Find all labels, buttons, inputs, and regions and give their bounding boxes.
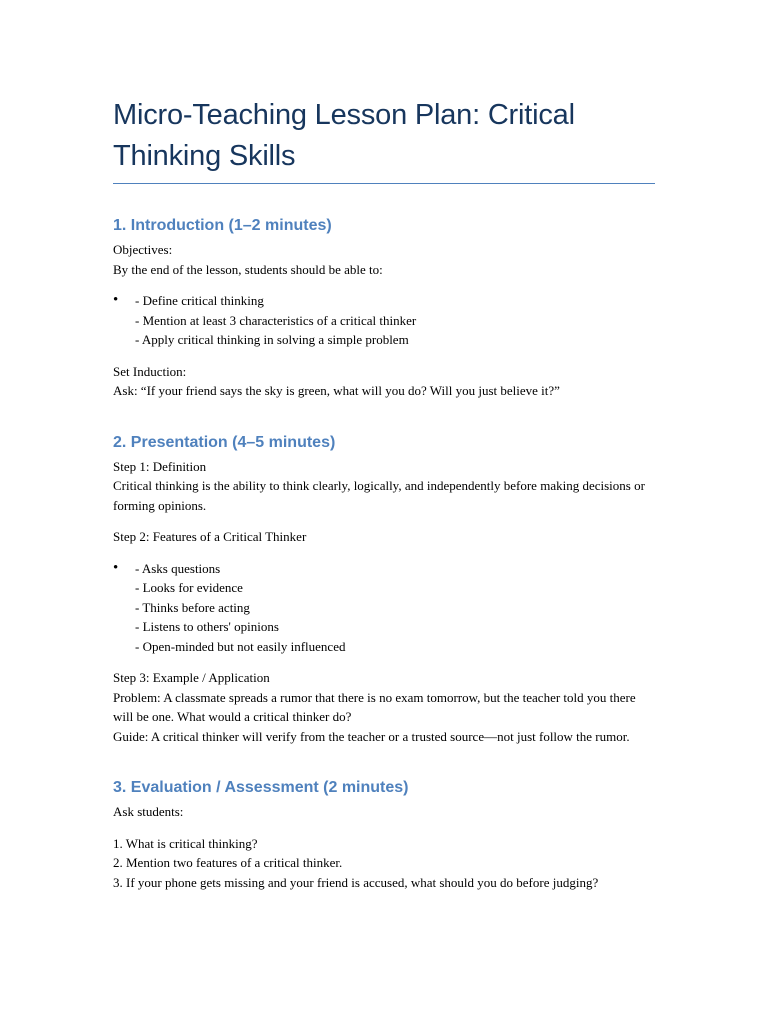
section-heading-evaluation: 3. Evaluation / Assessment (2 minutes) bbox=[113, 779, 409, 796]
feature-item: - Asks questions bbox=[135, 560, 221, 576]
objective-item: - Apply critical thinking in solving a simple problem bbox=[135, 332, 409, 347]
feature-item: - Thinks before acting bbox=[135, 599, 250, 615]
section-heading-introduction: 1. Introduction (1–2 minutes) bbox=[113, 217, 332, 234]
step1-text: Critical thinking is the ability to think clearly, logically, and independently before making decisions or forming opinions. bbox=[113, 478, 645, 513]
questions-list bbox=[113, 834, 655, 893]
title-underline bbox=[113, 183, 655, 184]
question-item: 3. If your phone gets missing and your friend is accused, what should you do before judging? bbox=[113, 874, 599, 890]
objectives-intro: By the end of the lesson, students should be able to: bbox=[113, 261, 383, 277]
step2-label: Step 2: Features of a Critical Thinker bbox=[113, 529, 307, 544]
question-item: 2. Mention two features of a critical thinker. bbox=[113, 855, 343, 870]
bullet-icon: • bbox=[113, 292, 119, 308]
feature-item: - Listens to others' opinions bbox=[135, 619, 279, 634]
problem-text: Problem: A classmate spreads a rumor that there is no exam tomorrow, but the teacher told you there will be one. What would a critical thinker do? bbox=[113, 689, 636, 724]
page-title: Micro-Teaching Lesson Plan: Critical Thinking Skills bbox=[113, 99, 575, 172]
set-induction-label: Set Induction: bbox=[113, 363, 187, 379]
set-induction-text: Ask: “If your friend says the sky is green, what will you do? Will you just believe it?” bbox=[113, 383, 560, 398]
objectives-list bbox=[113, 291, 655, 350]
objective-item: - Define critical thinking bbox=[135, 293, 264, 308]
objectives-label: Objectives: bbox=[113, 242, 173, 257]
ask-students-label: Ask students: bbox=[113, 804, 184, 819]
guide-text: Guide: A critical thinker will verify from the teacher or a trusted source—not just follow the rumor. bbox=[113, 728, 630, 744]
objective-item: - Mention at least 3 characteristics of a critical thinker bbox=[135, 312, 417, 328]
feature-item: - Looks for evidence bbox=[135, 580, 243, 595]
bullet-icon: • bbox=[113, 559, 119, 576]
step1-label: Step 1: Definition bbox=[113, 458, 207, 474]
section-heading-presentation: 2. Presentation (4–5 minutes) bbox=[113, 433, 336, 451]
step3-label: Step 3: Example / Application bbox=[113, 670, 270, 685]
feature-item: - Open-minded but not easily influenced bbox=[135, 638, 346, 654]
question-item: 1. What is critical thinking? bbox=[113, 835, 258, 851]
features-list bbox=[113, 559, 655, 657]
